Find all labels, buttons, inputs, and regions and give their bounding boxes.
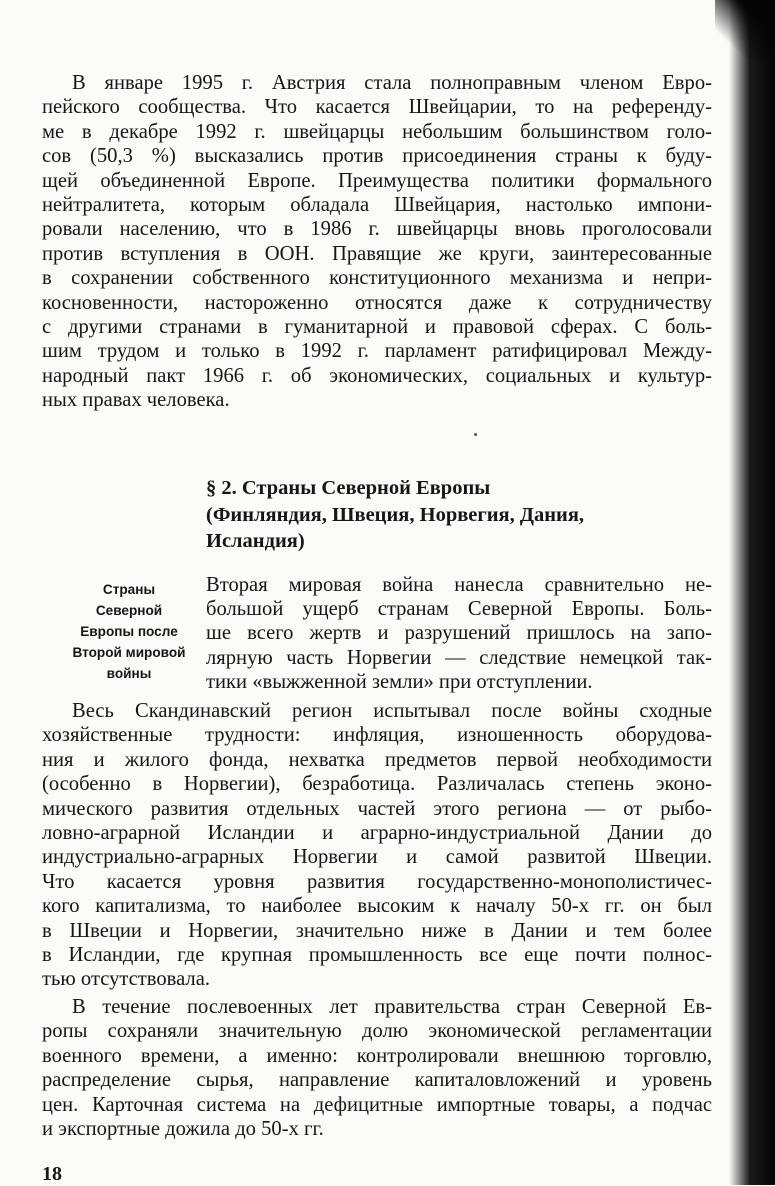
text-line: нейтралитета, которым обладала Швейцария, настолько импони-: [42, 194, 712, 217]
paragraph-economic-difficulties: [42, 699, 712, 992]
text-line: в Исландии, где крупная промышленность все еще почти полнос-: [42, 944, 712, 967]
text-line: шим трудом и только в 1992 г. парламент ратифицировал Между-: [42, 340, 712, 363]
paragraph-regulation: [42, 995, 712, 1141]
text-line: в сохранении собственного конституционного механизма и непри-: [42, 267, 712, 290]
heading-line: (Финляндия, Швеция, Норвегия, Дания,: [206, 503, 585, 526]
text-line: с другими странами в гуманитарной и правовой сферах. С боль-: [42, 316, 712, 339]
text-line: Что касается уровня развития государственно-монополистичес-: [42, 870, 712, 893]
text-line: (особенно в Норвегии), безработица. Различалась степень эконо-: [42, 773, 712, 796]
text-line: в Швеции и Норвегии, значительно ниже в Дании и тем более: [42, 919, 712, 942]
margin-note-line: Северной: [95, 603, 163, 618]
text-line: сов (50,3 %) высказались против присоединения страны к буду-: [42, 145, 712, 168]
speck-mark: [474, 433, 477, 436]
text-line: пейского сообщества. Что касается Швейцарии, то на референду-: [42, 96, 712, 119]
text-line: В течение послевоенных лет правительства стран Северной Ев-: [72, 996, 712, 1018]
text-line: В январе 1995 г. Австрия стала полноправным членом Евро-: [72, 72, 712, 94]
text-line: косновенности, настороженно относятся даже к сотрудничеству: [42, 291, 712, 314]
paragraph-austria-switzerland: [42, 71, 712, 413]
text-line: мического развития отдельных частей этого региона — от рыбо-: [42, 797, 712, 820]
heading-line: § 2. Страны Северной Европы: [206, 477, 491, 499]
text-line: кого капитализма, то наиболее высоким к началу 50-х гг. он был: [42, 895, 712, 918]
text-line: ловно-аграрной Исландии и аграрно-индустриальной Дании до: [42, 822, 712, 845]
text-line: ме в декабре 1992 г. швейцарцы небольшим большинством голо-: [42, 120, 712, 143]
scan-edge-shadow: [729, 0, 775, 1185]
scan-corner-shadow: [715, 0, 775, 60]
margin-note: [44, 579, 214, 684]
text-line: индустриально-аграрных Норвегии и самой развитой Швеции.: [42, 846, 712, 869]
text-line: цен. Карточная система на дефицитные импортные товары, а подчас: [42, 1093, 712, 1116]
text-line: ропы сохраняли значительную долю экономической регламентации: [42, 1020, 712, 1043]
text-line: против вступления в ООН. Правящие же круги, заинтересованные: [42, 242, 712, 265]
text-line: военного времени, а именно: контролировали внешнюю торговлю,: [42, 1044, 712, 1067]
text-line: большой ущерб странам Северной Европы. Боль-: [206, 598, 712, 621]
text-line: распределение сырья, направление капиталовложений и уровень: [42, 1069, 712, 1092]
text-line: Вторая мировая война нанесла сравнительно не-: [206, 574, 712, 596]
text-line: ровали населению, что в 1986 г. швейцарцы вновь проголосовали: [42, 218, 712, 241]
text-line: ше всего жертв и разрушений пришлось на запо-: [206, 622, 712, 645]
margin-note-line: Европы после: [80, 624, 178, 639]
section-heading: [206, 475, 656, 555]
text-line: ния и жилого фонда, нехватка предметов первой необходимости: [42, 748, 712, 771]
margin-note-line: Страны: [102, 582, 156, 597]
heading-line: Исландия): [206, 530, 305, 552]
text-line: народный пакт 1966 г. об экономических, социальных и культур-: [42, 364, 712, 387]
text-line: Весь Скандинавский регион испытывал после войны сходные: [72, 700, 712, 722]
text-line: тики «выжженной земли» при отступлении.: [206, 670, 593, 693]
text-line: ных правах человека.: [42, 389, 230, 412]
text-line: тью отсутствовала.: [42, 968, 210, 991]
margin-note-line: войны: [106, 666, 152, 681]
paragraph-war-damage: [206, 573, 712, 694]
margin-note-line: Второй мировой: [72, 645, 186, 660]
text-line: лярную часть Норвегии — следствие немецкой так-: [206, 646, 712, 669]
page-number: 18: [42, 1163, 62, 1185]
text-line: и экспортные дожила до 50-х гг.: [42, 1118, 324, 1141]
text-line: хозяйственные трудности: инфляция, изношенность оборудова-: [42, 724, 712, 747]
text-line: щей объединенной Европе. Преимущества политики формального: [42, 169, 712, 192]
